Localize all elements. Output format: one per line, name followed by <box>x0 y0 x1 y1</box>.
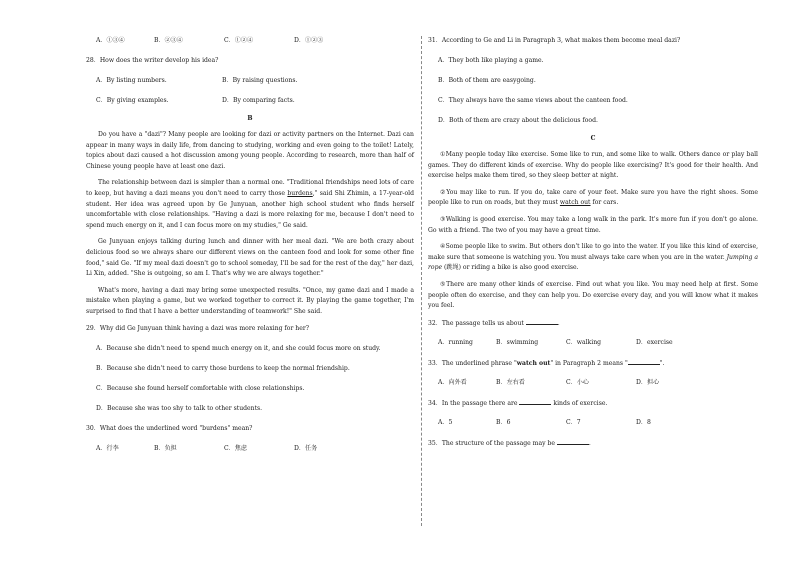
passage-c-paragraph-5: ⑤There are many other kinds of exercise. Find out what you like. You may need help at first. Some people often do exercise, and they can help you. Do exercise every day, and you will know what it makes you feel. <box>428 280 758 310</box>
q34-answer-blank[interactable] <box>519 398 551 405</box>
q30-options <box>86 444 414 454</box>
q27-option-b[interactable]: B．②③④ <box>154 37 183 44</box>
passage-c-paragraph-4 <box>428 242 758 274</box>
underlined-phrase-watch-out: watch out <box>559 199 591 207</box>
q33-bold-phrase: watch out <box>516 359 551 367</box>
q34-option-b[interactable]: B．6 <box>496 418 511 426</box>
q35-stem: 35．The structure of the passage may be <box>428 439 555 447</box>
c-p2-text-post: for cars. <box>590 199 619 207</box>
q34-stem-end: kinds of exercise. <box>553 399 608 407</box>
q31-option-a[interactable]: A．They both like playing a game. <box>438 57 544 64</box>
q32-answer-blank[interactable] <box>526 318 558 325</box>
q31-option-d[interactable]: D．Both of them are crazy about the delicious food. <box>438 117 598 124</box>
q28-option-b[interactable]: B．By raising questions. <box>222 77 298 84</box>
q27-option-a[interactable]: A．①③④ <box>96 37 125 44</box>
column-divider <box>421 36 422 526</box>
q29-option-a[interactable]: A．Because she didn't need to spend much energy on it, and she could focus more on study. <box>96 344 381 352</box>
q30-option-a[interactable]: A．行李 <box>96 444 119 452</box>
q29-option-d[interactable]: D．Because she was too shy to talk to other students. <box>96 404 263 412</box>
q28-option-d[interactable]: D．By comparing facts. <box>222 97 295 104</box>
passage-b-paragraph-1: Do you have a "dazi"? Many people are looking for dazi or activity partners on the Internet. Dazi can appear in many ways in daily life, from dancing to studying, working and even going to the toilet! Lately, topics about dazi caused a hot discussion among young people. According to research, more than half of Chinese young people have at least one dazi. <box>86 131 414 170</box>
q32-stem: 32．The passage tells us about <box>428 319 524 327</box>
section-b-heading: B <box>247 115 253 122</box>
c-p4-text-pre: ④Some people like to swim. But others don't like to go into the water. If you like this kind of exercise, make sure that someone is watching you. You must always take care when you are in the water. <box>428 243 758 261</box>
c-p4-text-post: (跳绳) or riding a bike is also good exercise. <box>442 264 579 272</box>
q30-option-b[interactable]: B．负担 <box>154 444 177 452</box>
q32-option-b[interactable]: B．swimming <box>496 338 539 346</box>
underlined-word-burdens: burdens <box>287 189 313 197</box>
passage-c-paragraph-2 <box>428 188 758 209</box>
q33-option-a[interactable]: A．向外看 <box>438 378 467 386</box>
passage-c-paragraph-3: ③Walking is good exercise. You may take a long walk in the park. It's more fun if you don't go alone. Go with a friend. The two of you may have a great time. <box>428 215 758 234</box>
q33-option-b[interactable]: B．左右看 <box>496 378 525 386</box>
q35-stem-end: . <box>588 439 591 447</box>
q29-option-c[interactable]: C．Because she found herself comfortable with close relationships. <box>96 384 305 392</box>
q33-stem-line <box>428 358 758 368</box>
q31-option-b[interactable]: B．Both of them are easygoing. <box>438 77 536 84</box>
q32-option-a[interactable]: A．running <box>438 338 473 346</box>
q30-option-c[interactable]: C．焦虑 <box>224 444 247 452</box>
c-p2-text-pre: ②You may like to run. If you do, take care of your feet. Make sure you have the right shoes. Some people like to run on roads, but they must <box>428 188 758 207</box>
passage-b-paragraph-2 <box>86 178 414 231</box>
q33-stem-pre: 33．The underlined phrase " <box>428 359 517 367</box>
q33-stem-end: ". <box>659 359 665 367</box>
q34-stem: 34．In the passage there are <box>428 399 518 407</box>
q32-stem-end: . <box>557 319 560 327</box>
q32-stem-line <box>428 318 758 328</box>
q33-options <box>428 378 758 388</box>
q34-options <box>428 418 758 428</box>
q34-option-a[interactable]: A．5 <box>438 418 453 426</box>
q33-option-c[interactable]: C．小心 <box>566 378 589 386</box>
q29-stem: 29．Why did Ge Junyuan think having a dazi was more relaxing for her? <box>86 324 310 332</box>
right-column <box>428 36 758 448</box>
q28-options-row1 <box>86 76 414 86</box>
p2-text-pre: The relationship between dazi is simpler than a normal one. "Traditional friendships need lots of care to keep, but having a dazi means you don't need to carry those <box>86 179 414 197</box>
q27-option-c[interactable]: C．①②④ <box>224 37 254 44</box>
q27-option-d[interactable]: D．①②③ <box>294 37 324 44</box>
q33-stem-post: " in Paragraph 2 means " <box>550 359 628 367</box>
q30-option-d[interactable]: D．任务 <box>294 444 318 452</box>
q27-options <box>86 36 414 46</box>
passage-b-paragraph-4: What's more, having a dazi may bring some unexpected results. "Once, my game dazi and I made a mistake when playing a game, but we worked together to correct it. By playing the game together, I'm surprised to find that I have a better understanding of teamwork!" She said. <box>86 286 414 315</box>
q34-option-d[interactable]: D．8 <box>636 418 651 426</box>
passage-b-paragraph-3: Ge Junyuan enjoys talking during lunch and dinner with her meal dazi. "We are both crazy about delicious food so we always share our different views on the canteen food and look for some other fine food," said Ge. "If my meal dazi doesn't go to school someday, I'll be sad for the rest of the day," her dazi, Li Xin, added. "She is outgoing, so am I. That's why we are always together." <box>86 238 414 278</box>
q34-option-c[interactable]: C．7 <box>566 418 581 426</box>
q32-options <box>428 338 758 348</box>
passage-c-paragraph-1: ①Many people today like exercise. Some like to run, and some like to walk. Others dance or play ball games. They do different kinds of exercise. Why do people like exercising? It's good for their health. And exercise helps make them tired, so they sleep better at night. <box>428 151 758 180</box>
q33-option-d[interactable]: D．担心 <box>636 378 660 386</box>
italic-jumping-a-rope: Jumping a rope <box>428 253 758 272</box>
q31-stem: 31．According to Ge and Li in Paragraph 3, what makes them become meal dazi? <box>428 37 681 44</box>
section-c-heading: C <box>590 135 596 142</box>
left-column <box>86 36 414 454</box>
q35-stem-line <box>428 438 758 448</box>
p2-text-post: ," said Shi Zhimin, a 17-year-old student. Her idea was agreed upon by Ge Junyuan, another high school student who finds herself uncomfortable with close relationships. "Having a dazi is more relaxing for me, because I don't need to spend much energy on it, and I can focus more on my studies," Ge said. <box>86 189 414 229</box>
q35-answer-blank[interactable] <box>557 438 589 445</box>
q28-options-row2 <box>86 96 414 106</box>
q28-option-c[interactable]: C．By giving examples. <box>96 97 169 104</box>
q34-stem-line <box>428 398 758 408</box>
q28-stem: 28．How does the writer develop his idea? <box>86 57 219 64</box>
q32-option-c[interactable]: C．walking <box>566 338 602 346</box>
q29-option-b[interactable]: B．Because she didn't need to carry those burdens to keep the normal friendship. <box>96 364 350 372</box>
q28-option-a[interactable]: A．By listing numbers. <box>96 77 167 84</box>
q32-option-d[interactable]: D．exercise <box>636 338 673 346</box>
q31-option-c[interactable]: C．They always have the same views about the canteen food. <box>438 97 628 104</box>
q33-answer-blank[interactable] <box>628 358 660 365</box>
q30-stem: 30．What does the underlined word "burdens" mean? <box>86 424 253 432</box>
